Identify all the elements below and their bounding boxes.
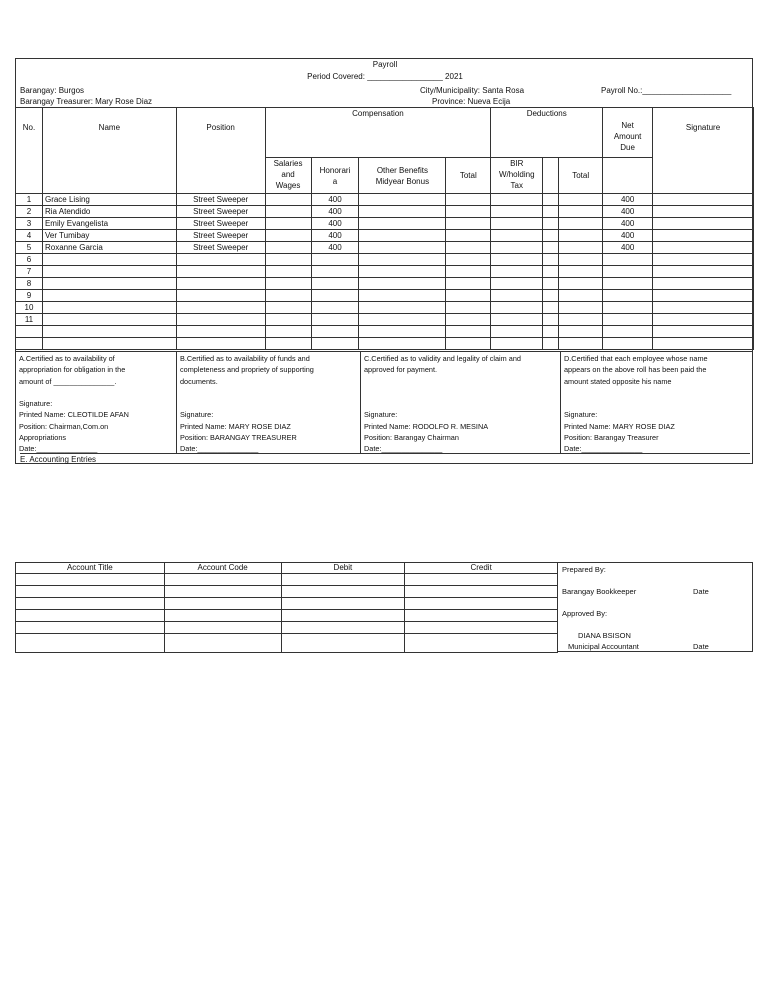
payroll-form bbox=[15, 58, 753, 464]
row-ded-blank bbox=[543, 278, 559, 290]
row-name bbox=[42, 290, 176, 302]
row-position: Street Sweeper bbox=[176, 206, 265, 218]
col-ded-blank bbox=[543, 158, 559, 194]
row-name bbox=[42, 254, 176, 266]
row-other-benefits bbox=[359, 326, 446, 338]
row-ded-total bbox=[559, 242, 603, 254]
row-net bbox=[603, 278, 653, 290]
row-net bbox=[603, 314, 653, 326]
row-no bbox=[16, 326, 43, 338]
row-signature bbox=[653, 314, 754, 326]
row-position bbox=[176, 290, 265, 302]
accounting-cell bbox=[405, 634, 558, 653]
table-row bbox=[16, 194, 754, 206]
row-signature bbox=[653, 230, 754, 242]
row-salaries bbox=[265, 278, 311, 290]
row-other-benefits bbox=[359, 230, 446, 242]
col-honoraria: Honorari a bbox=[311, 158, 359, 194]
col-bir: BIR W/holding Tax bbox=[491, 158, 543, 194]
bookkeeper-label: Barangay Bookkeeper bbox=[562, 587, 637, 596]
accounting-cell bbox=[164, 622, 281, 634]
row-other-benefits bbox=[359, 206, 446, 218]
payroll-no-label: Payroll No.:____________________ bbox=[601, 86, 732, 95]
row-signature bbox=[653, 290, 754, 302]
accounting-cell bbox=[16, 586, 165, 598]
col-ded-total: Total bbox=[559, 158, 603, 194]
col-debit: Debit bbox=[281, 563, 405, 574]
row-name: Roxanne Garcia bbox=[42, 242, 176, 254]
row-position bbox=[176, 254, 265, 266]
col-net-amount: Net Amount Due bbox=[603, 108, 653, 158]
row-bir bbox=[491, 278, 543, 290]
col-net-blank bbox=[603, 158, 653, 194]
row-comp-total bbox=[446, 242, 491, 254]
row-ded-total bbox=[559, 326, 603, 338]
row-no: 9 bbox=[16, 290, 43, 302]
accounting-cell bbox=[405, 586, 558, 598]
row-no: 11 bbox=[16, 314, 43, 326]
row-salaries bbox=[265, 290, 311, 302]
city-label: City/Municipality: Santa Rosa bbox=[420, 86, 525, 95]
row-name: Emily Evangelista bbox=[42, 218, 176, 230]
date-label-1: Date bbox=[693, 587, 709, 596]
table-row bbox=[16, 254, 754, 266]
row-net: 400 bbox=[603, 218, 653, 230]
accounting-cell bbox=[164, 634, 281, 653]
row-other-benefits bbox=[359, 278, 446, 290]
accounting-cell bbox=[405, 610, 558, 622]
row-ded-blank bbox=[543, 290, 559, 302]
row-other-benefits bbox=[359, 314, 446, 326]
row-ded-total bbox=[559, 314, 603, 326]
header-row-1 bbox=[16, 108, 754, 158]
accounting-cell bbox=[405, 622, 558, 634]
row-net bbox=[603, 254, 653, 266]
table-row bbox=[16, 338, 754, 350]
row-ded-total bbox=[559, 218, 603, 230]
row-salaries bbox=[265, 242, 311, 254]
table-row bbox=[16, 314, 754, 326]
row-ded-total bbox=[559, 278, 603, 290]
cert-a: A.Certified as to availability of appropriation for obligation in the amount of _______________. Signature: Printed Name: CLEOTILDE AFAN Position: Chairman,Com.on Appropriations Date:_______________ bbox=[16, 352, 177, 454]
row-salaries bbox=[265, 218, 311, 230]
row-ded-blank bbox=[543, 242, 559, 254]
row-salaries bbox=[265, 314, 311, 326]
row-position: Street Sweeper bbox=[176, 242, 265, 254]
approval-box bbox=[557, 562, 753, 652]
table-row bbox=[16, 290, 754, 302]
row-no: 10 bbox=[16, 302, 43, 314]
row-no: 8 bbox=[16, 278, 43, 290]
row-comp-total bbox=[446, 230, 491, 242]
accountant-title: Municipal Accountant bbox=[568, 642, 639, 651]
accounting-table bbox=[15, 562, 558, 653]
col-account-code: Account Code bbox=[164, 563, 281, 574]
row-ded-total bbox=[559, 194, 603, 206]
row-name: Ver Tumibay bbox=[42, 230, 176, 242]
row-no: 4 bbox=[16, 230, 43, 242]
row-honoraria: 400 bbox=[311, 206, 359, 218]
row-ded-blank bbox=[543, 338, 559, 350]
row-comp-total bbox=[446, 314, 491, 326]
accounting-cell bbox=[281, 598, 405, 610]
row-ded-blank bbox=[543, 302, 559, 314]
row-bir bbox=[491, 266, 543, 278]
row-name bbox=[42, 338, 176, 350]
accounting-header-row bbox=[16, 563, 558, 574]
accounting-cell bbox=[164, 586, 281, 598]
row-signature bbox=[653, 218, 754, 230]
row-ded-total bbox=[559, 254, 603, 266]
col-salaries: Salaries and Wages bbox=[265, 158, 311, 194]
row-salaries bbox=[265, 302, 311, 314]
col-signature: Signature bbox=[653, 108, 754, 194]
row-bir bbox=[491, 338, 543, 350]
table-row bbox=[16, 326, 754, 338]
row-signature bbox=[653, 278, 754, 290]
row-net: 400 bbox=[603, 242, 653, 254]
col-other-benefits: Other Benefits Midyear Bonus bbox=[359, 158, 446, 194]
row-position bbox=[176, 302, 265, 314]
row-salaries bbox=[265, 326, 311, 338]
row-salaries bbox=[265, 338, 311, 350]
row-ded-total bbox=[559, 230, 603, 242]
accounting-cell bbox=[281, 634, 405, 653]
period-covered: Period Covered: _________________ 2021 bbox=[307, 72, 463, 81]
row-signature bbox=[653, 194, 754, 206]
row-other-benefits bbox=[359, 302, 446, 314]
cert-b: B.Certified as to availability of funds and completeness and propriety of supporting documents. Signature: Printed Name: MARY ROSE DIAZ Position: BARANGAY TREASURER Date:_______________ bbox=[177, 352, 361, 454]
row-ded-blank bbox=[543, 194, 559, 206]
col-compensation: Compensation bbox=[265, 108, 491, 158]
date-label-2: Date bbox=[693, 642, 709, 651]
row-no bbox=[16, 338, 43, 350]
row-ded-blank bbox=[543, 326, 559, 338]
row-bir bbox=[491, 314, 543, 326]
row-honoraria: 400 bbox=[311, 242, 359, 254]
row-ded-total bbox=[559, 206, 603, 218]
row-net bbox=[603, 302, 653, 314]
accounting-row bbox=[16, 610, 558, 622]
row-position bbox=[176, 266, 265, 278]
row-name bbox=[42, 278, 176, 290]
accounting-cell bbox=[16, 598, 165, 610]
row-ded-total bbox=[559, 290, 603, 302]
row-ded-blank bbox=[543, 230, 559, 242]
province-label: Province: Nueva Ecija bbox=[432, 97, 511, 106]
accountant-name: DIANA BSISON bbox=[578, 631, 631, 640]
row-honoraria bbox=[311, 266, 359, 278]
row-honoraria bbox=[311, 314, 359, 326]
row-signature bbox=[653, 266, 754, 278]
row-other-benefits bbox=[359, 338, 446, 350]
row-net: 400 bbox=[603, 194, 653, 206]
prepared-by-label: Prepared By: bbox=[562, 565, 606, 574]
row-other-benefits bbox=[359, 266, 446, 278]
row-position bbox=[176, 278, 265, 290]
row-comp-total bbox=[446, 290, 491, 302]
row-salaries bbox=[265, 254, 311, 266]
table-row bbox=[16, 230, 754, 242]
row-honoraria bbox=[311, 326, 359, 338]
row-bir bbox=[491, 206, 543, 218]
row-net bbox=[603, 338, 653, 350]
row-position bbox=[176, 326, 265, 338]
row-honoraria: 400 bbox=[311, 230, 359, 242]
row-position bbox=[176, 314, 265, 326]
row-honoraria bbox=[311, 302, 359, 314]
row-other-benefits bbox=[359, 242, 446, 254]
col-position: Position bbox=[176, 108, 265, 194]
row-bir bbox=[491, 194, 543, 206]
row-signature bbox=[653, 242, 754, 254]
accounting-cell bbox=[281, 622, 405, 634]
row-ded-blank bbox=[543, 218, 559, 230]
row-ded-total bbox=[559, 338, 603, 350]
col-name: Name bbox=[42, 108, 176, 194]
accounting-cell bbox=[281, 574, 405, 586]
accounting-cell bbox=[164, 610, 281, 622]
row-position: Street Sweeper bbox=[176, 230, 265, 242]
row-net bbox=[603, 266, 653, 278]
row-other-benefits bbox=[359, 218, 446, 230]
row-bir bbox=[491, 302, 543, 314]
row-signature bbox=[653, 302, 754, 314]
payroll-table bbox=[15, 107, 754, 350]
accounting-row bbox=[16, 598, 558, 610]
row-signature bbox=[653, 206, 754, 218]
row-comp-total bbox=[446, 302, 491, 314]
row-no: 7 bbox=[16, 266, 43, 278]
row-ded-blank bbox=[543, 266, 559, 278]
approved-by-label: Approved By: bbox=[562, 609, 608, 618]
row-comp-total bbox=[446, 326, 491, 338]
accounting-cell bbox=[405, 598, 558, 610]
accounting-cell bbox=[16, 634, 165, 653]
form-title: Payroll bbox=[372, 60, 398, 69]
accounting-cell bbox=[281, 586, 405, 598]
row-comp-total bbox=[446, 194, 491, 206]
certifications bbox=[16, 351, 752, 454]
accounting-cell bbox=[16, 574, 165, 586]
row-salaries bbox=[265, 194, 311, 206]
accounting-cell bbox=[405, 574, 558, 586]
row-honoraria bbox=[311, 290, 359, 302]
accounting-rows bbox=[16, 574, 558, 653]
row-name bbox=[42, 326, 176, 338]
row-net bbox=[603, 326, 653, 338]
row-honoraria bbox=[311, 254, 359, 266]
row-honoraria bbox=[311, 278, 359, 290]
row-name bbox=[42, 314, 176, 326]
row-no: 1 bbox=[16, 194, 43, 206]
accounting-section bbox=[15, 562, 753, 652]
accounting-row bbox=[16, 586, 558, 598]
barangay-label: Barangay: Burgos bbox=[20, 86, 85, 95]
col-account-title: Account Title bbox=[16, 563, 165, 574]
row-name bbox=[42, 266, 176, 278]
row-name: Grace Lising bbox=[42, 194, 176, 206]
row-net: 400 bbox=[603, 206, 653, 218]
table-row bbox=[16, 302, 754, 314]
accounting-cell bbox=[164, 598, 281, 610]
accounting-cell bbox=[16, 610, 165, 622]
payroll-rows bbox=[16, 194, 754, 350]
row-net: 400 bbox=[603, 230, 653, 242]
row-ded-blank bbox=[543, 206, 559, 218]
table-row bbox=[16, 242, 754, 254]
accounting-entries-label: E. Accounting Entries bbox=[20, 453, 750, 465]
row-bir bbox=[491, 254, 543, 266]
row-ded-blank bbox=[543, 254, 559, 266]
row-no: 3 bbox=[16, 218, 43, 230]
table-row bbox=[16, 266, 754, 278]
accounting-row bbox=[16, 622, 558, 634]
row-honoraria: 400 bbox=[311, 218, 359, 230]
table-row bbox=[16, 206, 754, 218]
row-no: 6 bbox=[16, 254, 43, 266]
cert-c: C.Certified as to validity and legality of claim and approved for payment. Signature: Printed Name: RODOLFO R. MESINA Position: Barangay Chairman Date:_______________ bbox=[361, 352, 561, 454]
row-bir bbox=[491, 242, 543, 254]
row-bir bbox=[491, 218, 543, 230]
row-position: Street Sweeper bbox=[176, 194, 265, 206]
accounting-row bbox=[16, 574, 558, 586]
row-salaries bbox=[265, 206, 311, 218]
row-honoraria: 400 bbox=[311, 194, 359, 206]
row-other-benefits bbox=[359, 290, 446, 302]
row-signature bbox=[653, 254, 754, 266]
col-comp-total: Total bbox=[446, 158, 491, 194]
accounting-cell bbox=[164, 574, 281, 586]
table-row bbox=[16, 278, 754, 290]
row-comp-total bbox=[446, 266, 491, 278]
row-signature bbox=[653, 338, 754, 350]
row-bir bbox=[491, 230, 543, 242]
row-other-benefits bbox=[359, 194, 446, 206]
row-net bbox=[603, 290, 653, 302]
row-ded-total bbox=[559, 302, 603, 314]
row-honoraria bbox=[311, 338, 359, 350]
row-comp-total bbox=[446, 338, 491, 350]
row-salaries bbox=[265, 266, 311, 278]
accounting-row bbox=[16, 634, 558, 653]
row-comp-total bbox=[446, 278, 491, 290]
row-no: 2 bbox=[16, 206, 43, 218]
row-other-benefits bbox=[359, 254, 446, 266]
cert-d: D.Certified that each employee whose name appears on the above roll has been paid the amount stated opposite his name Signature: Printed Name: MARY ROSE DIAZ Position: Barangay Treasurer Date:_______________ bbox=[564, 354, 708, 454]
col-deductions: Deductions bbox=[491, 108, 603, 158]
row-signature bbox=[653, 326, 754, 338]
row-position bbox=[176, 338, 265, 350]
row-no: 5 bbox=[16, 242, 43, 254]
row-bir bbox=[491, 326, 543, 338]
col-credit: Credit bbox=[405, 563, 558, 574]
row-comp-total bbox=[446, 218, 491, 230]
row-comp-total bbox=[446, 254, 491, 266]
row-position: Street Sweeper bbox=[176, 218, 265, 230]
accounting-cell bbox=[281, 610, 405, 622]
row-name bbox=[42, 302, 176, 314]
row-ded-blank bbox=[543, 314, 559, 326]
row-ded-total bbox=[559, 266, 603, 278]
row-salaries bbox=[265, 230, 311, 242]
row-bir bbox=[491, 290, 543, 302]
row-name: Ria Atendido bbox=[42, 206, 176, 218]
row-comp-total bbox=[446, 206, 491, 218]
treasurer-label: Barangay Treasurer: Mary Rose Diaz bbox=[20, 97, 153, 106]
col-no: No. bbox=[16, 108, 43, 194]
table-row bbox=[16, 218, 754, 230]
accounting-cell bbox=[16, 622, 165, 634]
